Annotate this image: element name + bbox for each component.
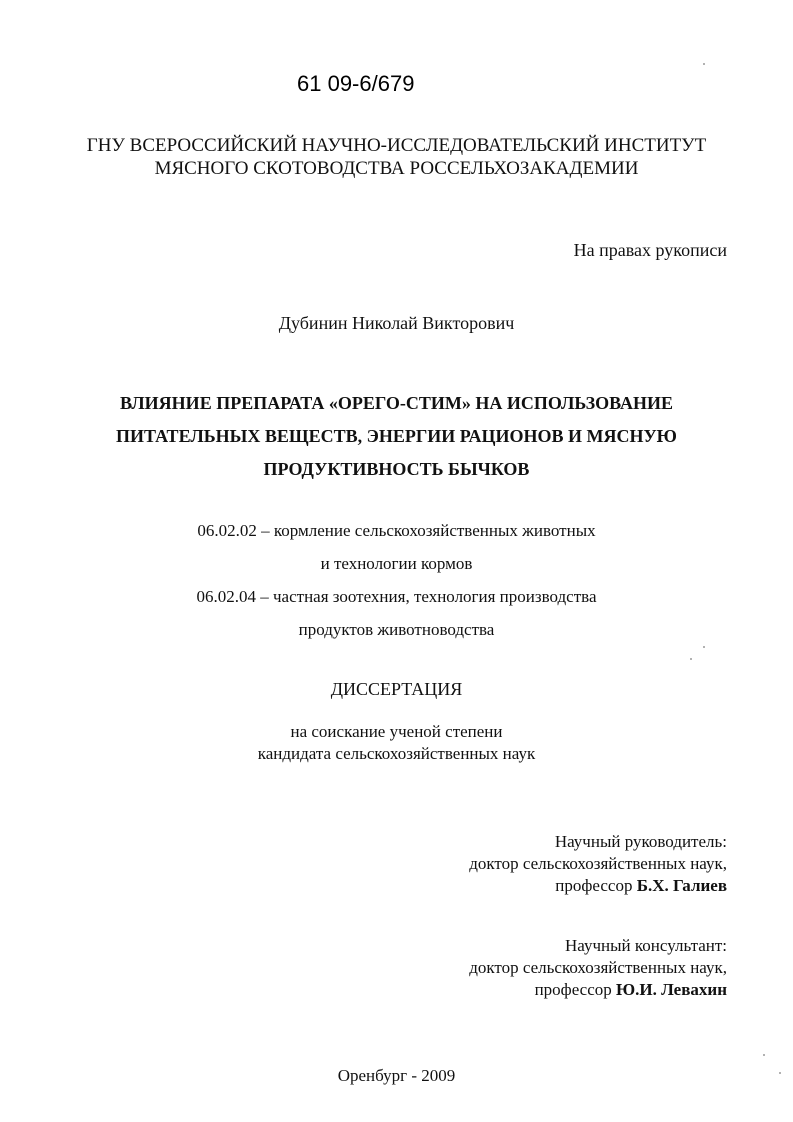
supervisor-name: Б.Х. Галиев <box>636 876 727 895</box>
supervisor-role: Научный руководитель: <box>554 832 727 851</box>
degree-block <box>0 721 793 765</box>
catalog-number: 61 09-6/679 <box>297 71 415 96</box>
scan-speck <box>779 1072 781 1074</box>
title-line-3: ПРОДУКТИВНОСТЬ БЫЧКОВ <box>263 459 530 479</box>
supervisor-credentials: доктор сельскохозяйственных наук, <box>469 854 727 873</box>
rights-note: На правах рукописи <box>573 240 727 260</box>
document-type: ДИССЕРТАЦИЯ <box>330 679 463 699</box>
specialty-2-line-1: 06.02.04 – частная зоотехния, технология производства <box>196 587 597 606</box>
scan-speck <box>690 658 692 660</box>
specialty-1-line-2: и технологии кормов <box>320 554 473 573</box>
supervisor-block <box>469 831 727 897</box>
supervisor-title: профессор <box>555 876 633 895</box>
consultant-block <box>469 935 727 1001</box>
institution-line-1: ГНУ ВСЕРОССИЙСКИЙ НАУЧНО-ИССЛЕДОВАТЕЛЬСКИЙ ИНСТИТУТ <box>86 135 707 156</box>
supervisor-name-line <box>469 875 727 897</box>
consultant-role: Научный консультант: <box>565 936 727 955</box>
scan-speck <box>703 646 705 648</box>
title-line-1: ВЛИЯНИЕ ПРЕПАРАТА «ОРЕГО-СТИМ» НА ИСПОЛЬЗОВАНИЕ <box>119 393 674 413</box>
specialty-1-line-1: 06.02.02 – кормление сельскохозяйственных животных <box>197 521 596 540</box>
institution-line-2: МЯСНОГО СКОТОВОДСТВА РОССЕЛЬХОЗАКАДЕМИИ <box>154 158 639 179</box>
consultant-title: профессор <box>534 980 612 999</box>
consultant-name-line <box>469 979 727 1001</box>
scan-speck <box>763 1054 765 1056</box>
specialty-2-line-2: продуктов животноводства <box>298 620 495 639</box>
city-year: Оренбург - 2009 <box>337 1066 456 1085</box>
consultant-name: Ю.И. Левахин <box>616 980 727 999</box>
scan-speck <box>703 63 705 65</box>
title-line-2: ПИТАТЕЛЬНЫХ ВЕЩЕСТВ, ЭНЕРГИИ РАЦИОНОВ И МЯСНУЮ <box>116 426 677 446</box>
degree-line-1: на соискание ученой степени <box>290 722 503 741</box>
degree-line-2: кандидата сельскохозяйственных наук <box>257 744 536 763</box>
author-name: Дубинин Николай Викторович <box>278 313 515 333</box>
dissertation-title <box>0 387 793 486</box>
consultant-credentials: доктор сельскохозяйственных наук, <box>469 958 727 977</box>
